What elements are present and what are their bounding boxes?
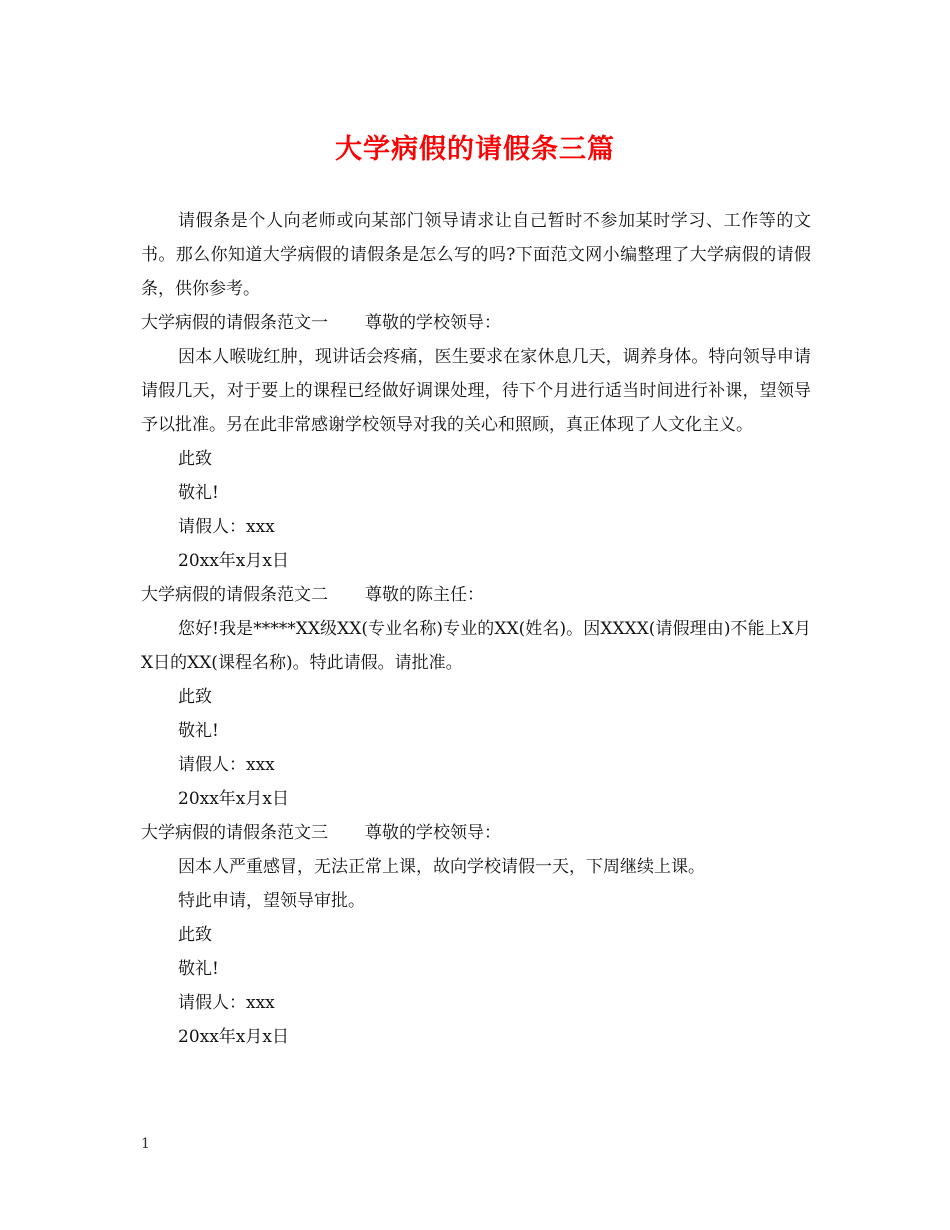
sample-1-salutation: 尊敬的学校领导： bbox=[365, 313, 501, 333]
sample-2-date: 20xx年x月x日 bbox=[178, 789, 289, 809]
sample-1-body: 因本人喉咙红肿，现讲话会疼痛，医生要求在家休息几天，调养身体。特向领导申请请假几天，对于要上的课程已经做好调课处理，待下个月进行适当时间进行补课，望领导予以批准。另在此非常感谢学校领导对我的关心和照顾，真正体现了人文化主义。 bbox=[141, 347, 811, 435]
sample-1-heading: 大学病假的请假条范文一 bbox=[141, 313, 328, 333]
sample-3-heading-line bbox=[141, 816, 811, 850]
sample-3-salutation: 尊敬的学校领导： bbox=[365, 823, 501, 843]
sample-2-heading: 大学病假的请假条范文二 bbox=[141, 585, 328, 605]
document-title: 大学病假的请假条三篇 bbox=[335, 134, 615, 165]
sample-3-request: 特此申请，望领导审批。 bbox=[178, 891, 365, 911]
sample-1-heading-line bbox=[141, 306, 811, 340]
sample-1-closing-2: 敬礼! bbox=[178, 483, 219, 503]
sample-1-closing-1: 此致 bbox=[178, 449, 212, 469]
sample-3-date: 20xx年x月x日 bbox=[178, 1027, 289, 1047]
sample-3-body: 因本人严重感冒，无法正常上课，故向学校请假一天，下周继续上课。 bbox=[178, 857, 705, 877]
sample-2-body: 您好!我是*****XX级XX(专业名称)专业的XX(姓名)。因XXXX(请假理由)不能上X月X日的XX(课程名称)。特此请假。请批准。 bbox=[141, 619, 811, 673]
sample-1-date: 20xx年x月x日 bbox=[178, 551, 289, 571]
sample-2-heading-line bbox=[141, 578, 811, 612]
sample-2-signer: 请假人：xxx bbox=[178, 755, 275, 775]
intro-paragraph: 请假条是个人向老师或向某部门领导请求让自己暂时不参加某时学习、工作等的文书。那么你知道大学病假的请假条是怎么写的吗?下面范文网小编整理了大学病假的请假条，供你参考。 bbox=[141, 211, 811, 299]
sample-3-closing-2: 敬礼! bbox=[178, 959, 219, 979]
sample-3-closing-1: 此致 bbox=[178, 925, 212, 945]
sample-2-closing-2: 敬礼! bbox=[178, 721, 219, 741]
document-body bbox=[141, 204, 811, 1054]
sample-2-salutation: 尊敬的陈主任： bbox=[365, 585, 484, 605]
sample-2-closing-1: 此致 bbox=[178, 687, 212, 707]
sample-1-signer: 请假人：xxx bbox=[178, 517, 275, 537]
sample-3-heading: 大学病假的请假条范文三 bbox=[141, 823, 328, 843]
sample-3-signer: 请假人：xxx bbox=[178, 993, 275, 1013]
page-number: 1 bbox=[141, 1136, 150, 1152]
